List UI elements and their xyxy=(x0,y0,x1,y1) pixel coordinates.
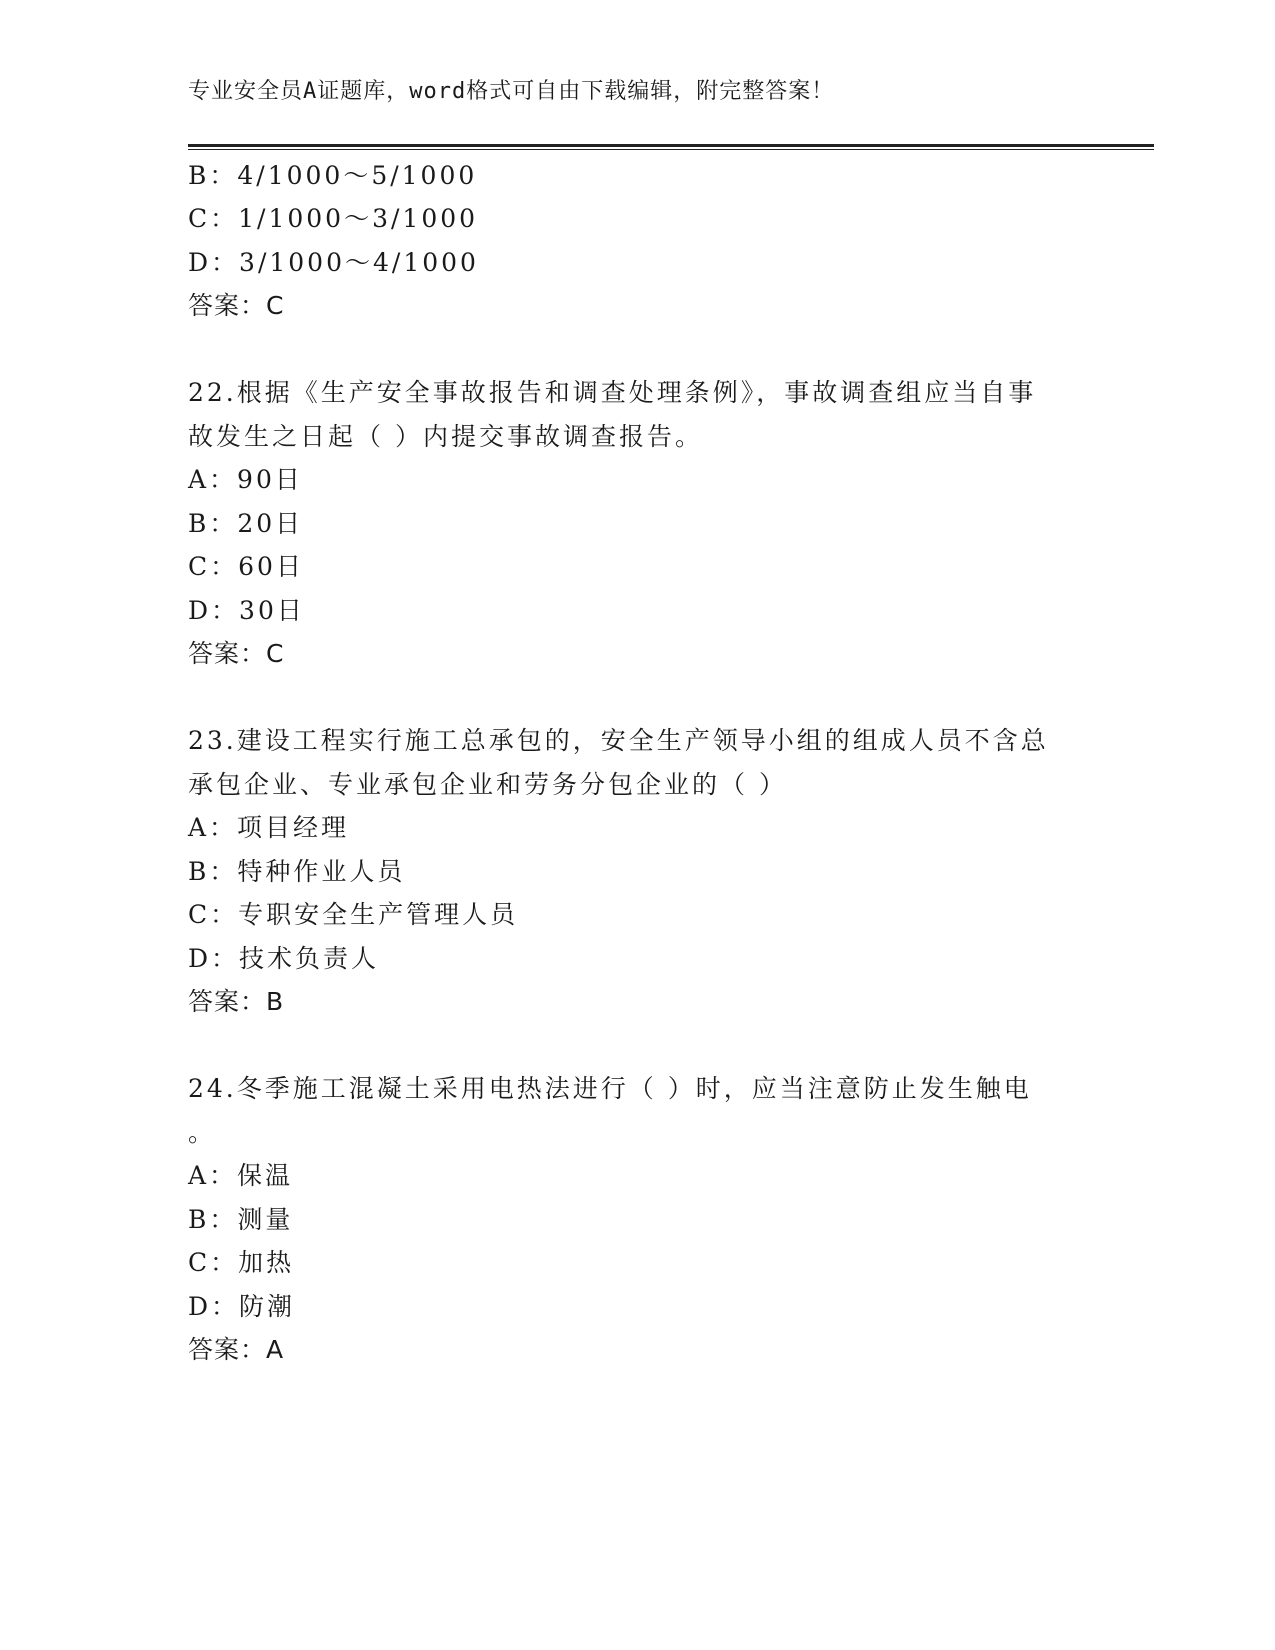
q22-option-b: B：20日 xyxy=(188,509,304,538)
q23-answer: 答案：B xyxy=(188,987,285,1016)
q23-option-b: B：特种作业人员 xyxy=(188,857,406,886)
page-header: 专业安全员A证题库，word格式可自由下载编辑，附完整答案！ xyxy=(188,79,835,104)
q22-option-c: C：60日 xyxy=(188,552,304,581)
q21-option-d: D：3/1000～4/1000 xyxy=(188,248,479,277)
q24-option-b: B：测量 xyxy=(188,1205,294,1234)
q21-option-b: B：4/1000～5/1000 xyxy=(188,161,478,190)
q23-stem-line1: 23.建设工程实行施工总承包的，安全生产领导小组的组成人员不含总 xyxy=(188,726,1049,755)
q21-option-c: C：1/1000～3/1000 xyxy=(188,204,479,233)
q22-option-d: D：30日 xyxy=(188,596,305,625)
q22-stem-line1: 22.根据《生产安全事故报告和调查处理条例》，事故调查组应当自事 xyxy=(188,378,1037,407)
q24-option-a: A：保温 xyxy=(188,1161,294,1190)
q24-option-d: D：防潮 xyxy=(188,1292,296,1321)
q22-stem-line2: 故发生之日起（ ）内提交事故调查报告。 xyxy=(188,422,703,451)
q23-option-a: A：项目经理 xyxy=(188,813,350,842)
q24-answer: 答案：A xyxy=(188,1335,285,1364)
q24-stem-line1: 24.冬季施工混凝土采用电热法进行（ ）时，应当注意防止发生触电 xyxy=(188,1074,1032,1103)
q21-answer: 答案：C xyxy=(188,291,285,320)
q24-stem-line2: 。 xyxy=(188,1118,217,1147)
q23-stem-line2: 承包企业、专业承包企业和劳务分包企业的（ ） xyxy=(188,770,787,799)
q23-option-c: C：专职安全生产管理人员 xyxy=(188,900,519,929)
q23-option-d: D：技术负责人 xyxy=(188,944,380,973)
q24-option-c: C：加热 xyxy=(188,1248,295,1277)
header-divider xyxy=(188,144,1154,150)
q22-option-a: A：90日 xyxy=(188,465,303,494)
q22-answer: 答案：C xyxy=(188,639,285,668)
